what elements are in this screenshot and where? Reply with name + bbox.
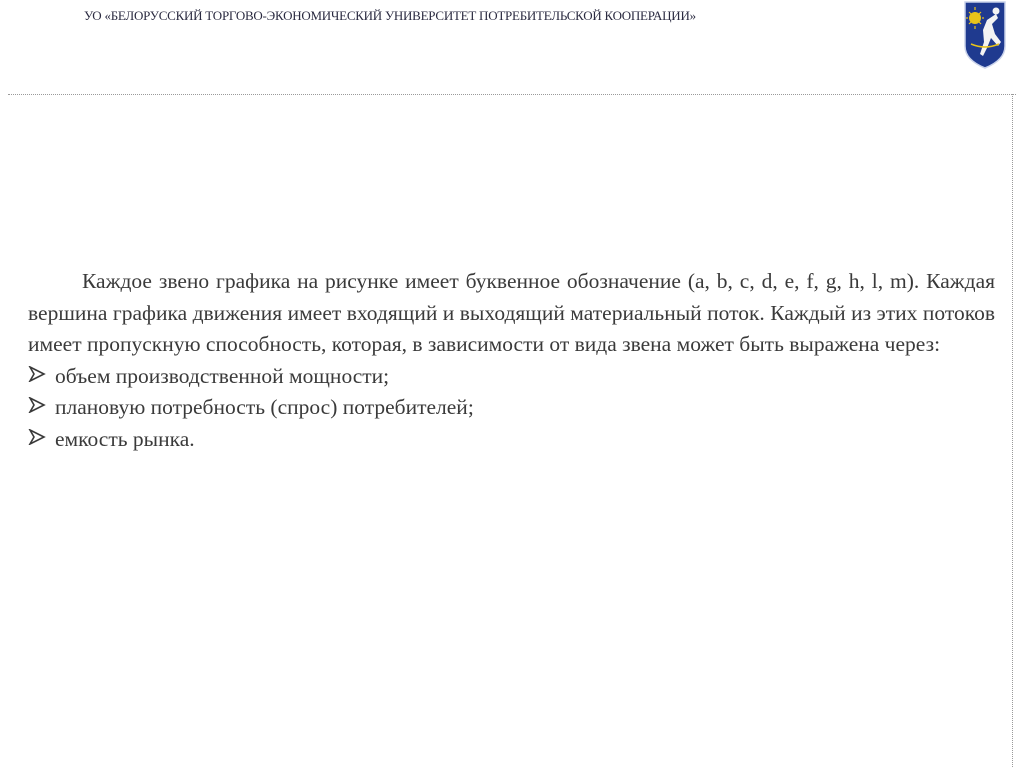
arrow-bullet-icon: [28, 366, 55, 382]
university-header: УО «БЕЛОРУССКИЙ ТОРГОВО-ЭКОНОМИЧЕСКИЙ УНИВЕРСИТЕТ ПОТРЕБИТЕЛЬСКОЙ КООПЕРАЦИИ»: [84, 8, 696, 23]
slide-body: [28, 266, 995, 455]
list-item: [28, 424, 995, 456]
main-paragraph: Каждое звено графика на рисунке имеет буквенное обозначение (a, b, c, d, e, f, g, h, l, m). Каждая вершина графика движения имеет входящий и выходящий материальный поток. Каждый из этих потоков имеет пропускную способность, которая, в зависимости от вида звена может быть выражена через:: [28, 269, 995, 356]
arrow-bullet-icon: [28, 397, 55, 413]
list-item: [28, 361, 995, 393]
list-item: [28, 392, 995, 424]
bullet-text: емкость рынка.: [55, 426, 195, 451]
bullet-text: объем производственной мощности;: [55, 363, 390, 388]
right-border: [1012, 94, 1013, 767]
university-emblem-icon: [963, 0, 1007, 70]
arrow-bullet-icon: [28, 429, 55, 445]
header-divider: [8, 94, 1016, 95]
bullet-text: плановую потребность (спрос) потребителей;: [55, 395, 474, 419]
bullet-list: [28, 361, 995, 456]
